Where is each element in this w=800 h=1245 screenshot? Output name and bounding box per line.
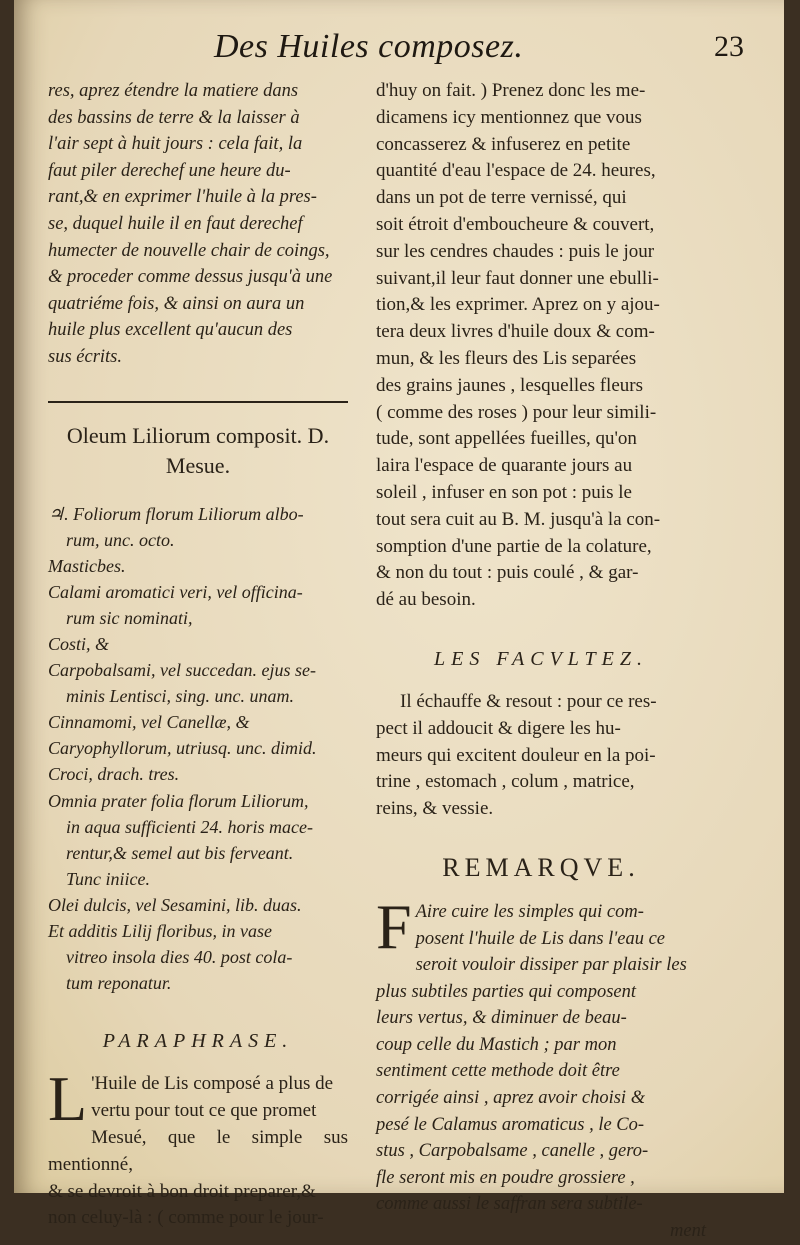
- recipe-line: Omnia prater folia florum Liliorum,: [48, 790, 309, 811]
- paraphrase-heading: PARAPHRASE.: [102, 1030, 294, 1053]
- text-line: & proceder comme dessus jusqu'à une: [48, 267, 333, 288]
- text-line: trine , estomach , colum , matrice,: [376, 771, 635, 793]
- text-line: 'Huile de Lis composé a plus de: [91, 1073, 334, 1095]
- text-line: vertu pour tout ce que promet: [91, 1100, 317, 1122]
- drop-cap: L: [48, 1063, 88, 1135]
- text-line: & non du tout : puis coulé , & gar-: [376, 562, 639, 584]
- left-column: [48, 78, 348, 1232]
- recipe-line: Croci, drach. tres.: [48, 764, 180, 785]
- text-line: meurs qui excitent douleur en la poi-: [376, 744, 656, 766]
- text-line: des grains jaunes , lesquelles fleurs: [376, 374, 643, 396]
- text-line: seroit vouloir dissiper par plaisir les: [415, 955, 687, 976]
- section-title: [48, 421, 348, 481]
- facultez-heading: LES FACVLTEZ.: [434, 647, 648, 670]
- facultez-paragraph: [376, 689, 706, 823]
- text-line: humecter de nouvelle chair de coings,: [48, 240, 330, 261]
- text-line: non celuy-là : ( comme pour le jour-: [48, 1207, 324, 1229]
- text-line: fle seront mis en poudre grossiere ,: [376, 1167, 635, 1188]
- text-line: sus écrits.: [48, 346, 122, 367]
- text-line: d'huy on fait. ) Prenez donc les me-: [376, 80, 646, 101]
- recipe-line: Caryophyllorum, utriusq. unc. dimid.: [48, 738, 317, 759]
- text-line: quantité d'eau l'espace de 24. heures,: [376, 160, 656, 182]
- text-line: tion,& les exprimer. Aprez on y ajou-: [376, 294, 660, 316]
- text-line: Aire cuire les simples qui com-: [415, 901, 644, 922]
- text-line: comme aussi le saffran sera subtile-: [376, 1194, 643, 1215]
- recipe-line: Costi, &: [48, 634, 110, 654]
- book-page: [14, 0, 784, 1242]
- text-line: pesé le Calamus aromaticus , le Co-: [376, 1114, 645, 1135]
- text-line: reins, & vessie.: [376, 798, 494, 820]
- right-column: [376, 78, 706, 1245]
- recipe-line: Masticbes.: [48, 555, 126, 576]
- text-line: plus subtiles parties qui composent: [376, 981, 637, 1002]
- text-line: stus , Carpobalsame , canelle , gero-: [376, 1141, 649, 1162]
- text-line: rant,& en exprimer l'huile à la pres-: [48, 187, 317, 208]
- recipe-line: Et additis Lilij floribus, in vase: [48, 921, 273, 942]
- remarque-heading: REMARQVE.: [442, 852, 640, 882]
- recipe-line: tum reponatur.: [66, 973, 172, 994]
- text-line: soit étroit d'emboucheure & couvert,: [376, 213, 655, 235]
- section-title-line: Oleum Liliorum composit. D.: [66, 422, 330, 448]
- text-line: pect il addoucit & digere les hu-: [376, 717, 621, 739]
- text-line: tera deux livres d'huile doux & com-: [376, 321, 655, 343]
- text-line: mun, & les fleurs des Lis separées: [376, 347, 637, 369]
- paraphrase-paragraph: [48, 1063, 348, 1232]
- text-line: dé au besoin.: [376, 589, 476, 611]
- text-line: quatriéme fois, & ainsi on aura un: [48, 293, 305, 314]
- text-line: suivant,il leur faut donner une ebulli-: [376, 267, 659, 289]
- recipe-line: Olei dulcis, vel Sesamini, lib. duas.: [48, 894, 302, 915]
- text-line: huile plus excellent qu'aucun des: [48, 320, 293, 341]
- text-line: des bassins de terre & la laisser à: [48, 107, 300, 128]
- recipe-line: minis Lentisci, sing. unc. unam.: [66, 686, 294, 707]
- recipe-list: [48, 501, 348, 997]
- recipe-line: rum sic nominati,: [66, 607, 193, 628]
- recipe-line: Carpobalsami, vel succedan. ejus se-: [48, 660, 316, 681]
- recipe-line: vitreo insola dies 40. post cola-: [66, 947, 293, 968]
- text-line: tude, sont appellées fueilles, qu'on: [376, 428, 637, 450]
- text-line: tout sera cuit au B. M. jusqu'à la con-: [376, 508, 661, 530]
- paraphrase-continued: [376, 78, 706, 614]
- text-line: sur les cendres chaudes : puis le jour: [376, 240, 655, 262]
- text-line: Il échauffe & resout : pour ce res-: [400, 690, 657, 712]
- text-line: sentiment cette methode doit être: [376, 1061, 620, 1082]
- text-line: dicamens icy mentionnez que vous: [376, 106, 642, 128]
- text-line: concasserez & infuserez en petite: [376, 133, 631, 155]
- drop-cap: F: [376, 890, 412, 962]
- text-line: l'air sept à huit jours : cela fait, la: [48, 134, 303, 155]
- page-number: 23: [714, 30, 744, 63]
- text-line: somption d'une partie de la colature,: [376, 535, 652, 557]
- text-line: & se devroit à bon droit preparer,&: [48, 1180, 316, 1202]
- text-line: soleil , infuser en son pot : puis le: [376, 481, 632, 503]
- text-line: res, aprez étendre la matiere dans: [48, 81, 299, 101]
- recipe-line: rum, unc. octo.: [66, 529, 175, 550]
- text-line: dans un pot de terre vernissé, qui: [376, 187, 627, 209]
- recipe-line: ♃. Foliorum florum Liliorum albo-: [48, 503, 304, 524]
- text-line: laira l'espace de quarante jours au: [376, 455, 633, 477]
- text-line: corrigée ainsi , aprez avoir choisi &: [376, 1088, 646, 1109]
- recipe-line: Tunc iniice.: [66, 868, 150, 889]
- running-title: Des Huiles composez.: [214, 28, 524, 65]
- intro-paragraph: [48, 78, 348, 371]
- recipe-line: in aqua sufficienti 24. horis mace-: [66, 816, 313, 837]
- catchword: ment: [670, 1221, 706, 1242]
- text-line: se, duquel huile il en faut derechef: [48, 213, 303, 234]
- recipe-line: Calami aromatici veri, vel officina-: [48, 581, 303, 602]
- recipe-line: Cinnamomi, vel Canellæ, &: [48, 712, 250, 733]
- running-head: [14, 22, 784, 72]
- text-line: ( comme des roses ) pour leur simili-: [376, 401, 657, 423]
- section-title-line: Mesue.: [165, 452, 231, 478]
- text-line: leurs vertus, & diminuer de beau-: [376, 1008, 627, 1029]
- text-line: faut piler derechef une heure du-: [48, 160, 291, 181]
- text-line: posent l'huile de Lis dans l'eau ce: [415, 928, 666, 949]
- section-divider: [48, 401, 348, 403]
- text-line: coup celle du Mastich ; par mon: [376, 1034, 617, 1055]
- recipe-line: rentur,& semel aut bis ferveant.: [66, 842, 294, 863]
- text-line: Mesué, que le simple sus mentionné,: [48, 1126, 348, 1175]
